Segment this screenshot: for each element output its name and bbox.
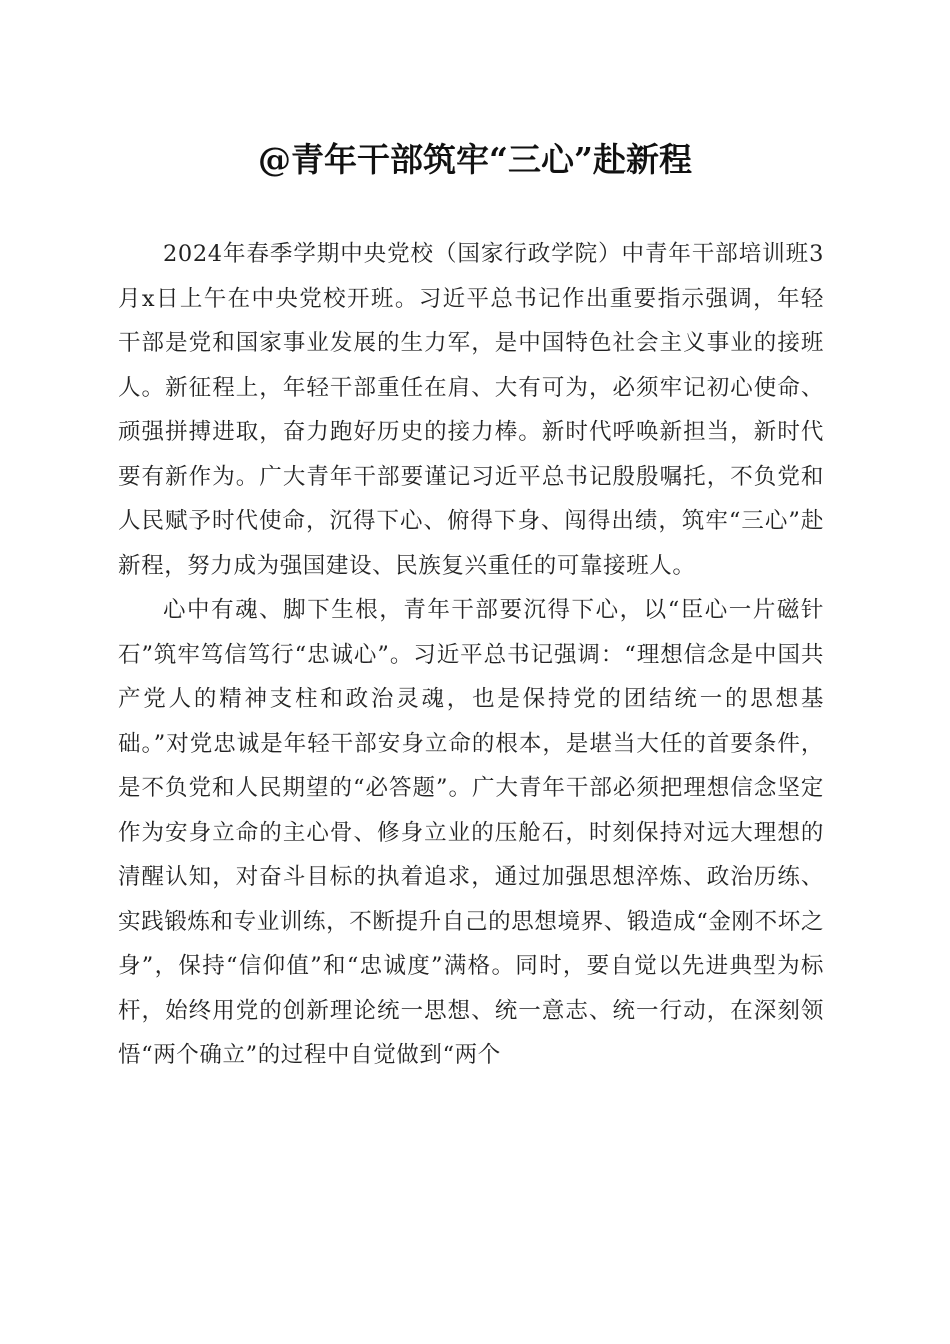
paragraph-loyalty: 心中有魂、脚下生根，青年干部要沉得下心，以“臣心一片磁针石”筑牢笃信笃行“忠诚心”。习近平总书记强调：“理想信念是中国共产党人的精神支柱和政治灵魂，也是保持党的团结统一的思想基础。”对党忠诚是年轻干部安身立命的根本，是堪当大任的首要条件，是不负党和人民期望的“必答题”。广大青年干部必须把理想信念坚定作为安身立命的主心骨、修身立业的压舱石，时刻保持对远大理想的清醒认知，对奋斗目标的执着追求，通过加强思想淬炼、政治历练、实践锻炼和专业训练，不断提升自己的思想境界、锻造成“金刚不坏之身”，保持“信仰值”和“忠诚度”满格。同时，要自觉以先进典型为标杆，始终用党的创新理论统一思想、统一意志、统一行动，在深刻领悟“两个确立”的过程中自觉做到“两个 (118, 597, 824, 1068)
document-title: @青年干部筑牢“三心”赴新程 (258, 140, 692, 179)
paragraph-intro: 2024年春季学期中央党校（国家行政学院）中青年干部培训班3月x日上午在中央党校开班。习近平总书记作出重要指示强调，年轻干部是党和国家事业发展的生力军，是中国特色社会主义事业的接班人。新征程上，年轻干部重任在肩、大有可为，必须牢记初心使命、顽强拼搏进取，奋力跑好历史的接力棒。新时代呼唤新担当，新时代要有新作为。广大青年干部要谨记习近平总书记殷殷嘱托，不负党和人民赋予时代使命，沉得下心、俯得下身、闯得出绩，筑牢“三心”赴新程，努力成为强国建设、民族复兴重任的可靠接班人。 (118, 241, 824, 579)
document-body (118, 232, 824, 1078)
